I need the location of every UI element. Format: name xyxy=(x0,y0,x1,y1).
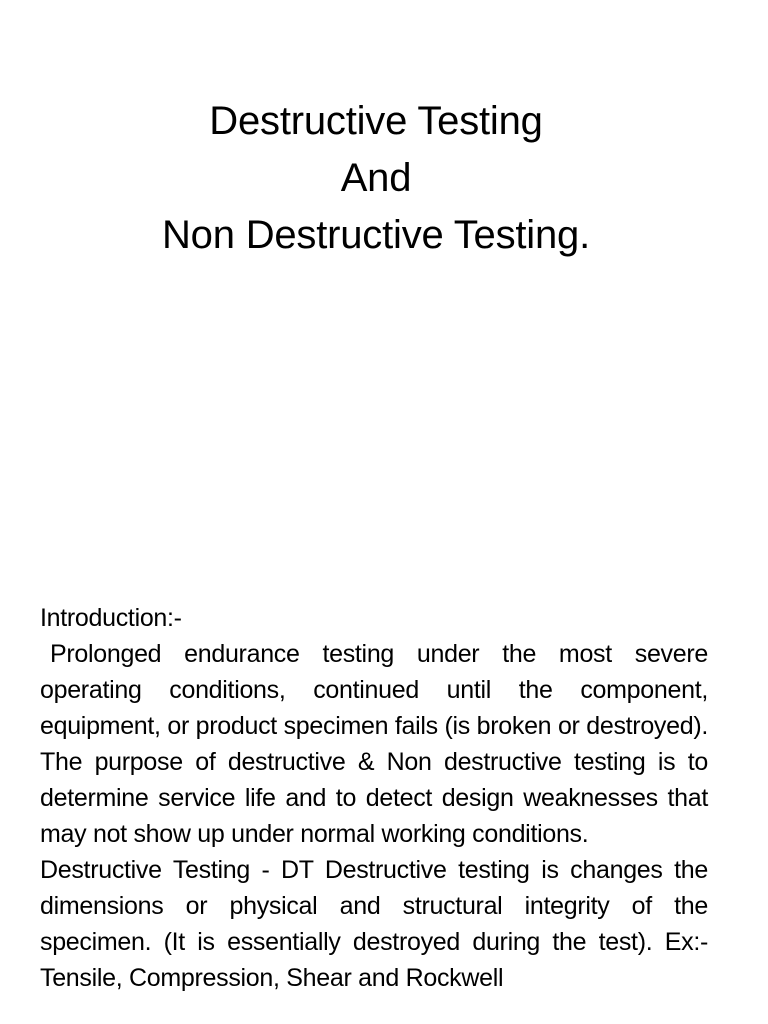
title-line-3: Non Destructive Testing. xyxy=(162,213,590,257)
introduction-heading: Introduction:- xyxy=(40,604,182,632)
title-line-1: Destructive Testing xyxy=(209,99,543,143)
document-body xyxy=(40,600,708,996)
title-line-2: And xyxy=(340,156,412,200)
introduction-paragraph: Prolonged endurance testing under the most severe operating conditions, continued until the component, equipment, or product specimen fails (is broken or destroyed). The purpose of destructive & Non destructive testing is to determine service life and to detect design weaknesses that may not show up under normal working conditions. xyxy=(40,640,708,848)
document-title xyxy=(0,93,752,264)
destructive-testing-paragraph: Destructive Testing - DT Destructive testing is changes the dimensions or physical and structural integrity of the specimen. (It is essentially destroyed during the test). Ex:- Tensile, Compression, Shear and Rockwell xyxy=(40,856,708,992)
